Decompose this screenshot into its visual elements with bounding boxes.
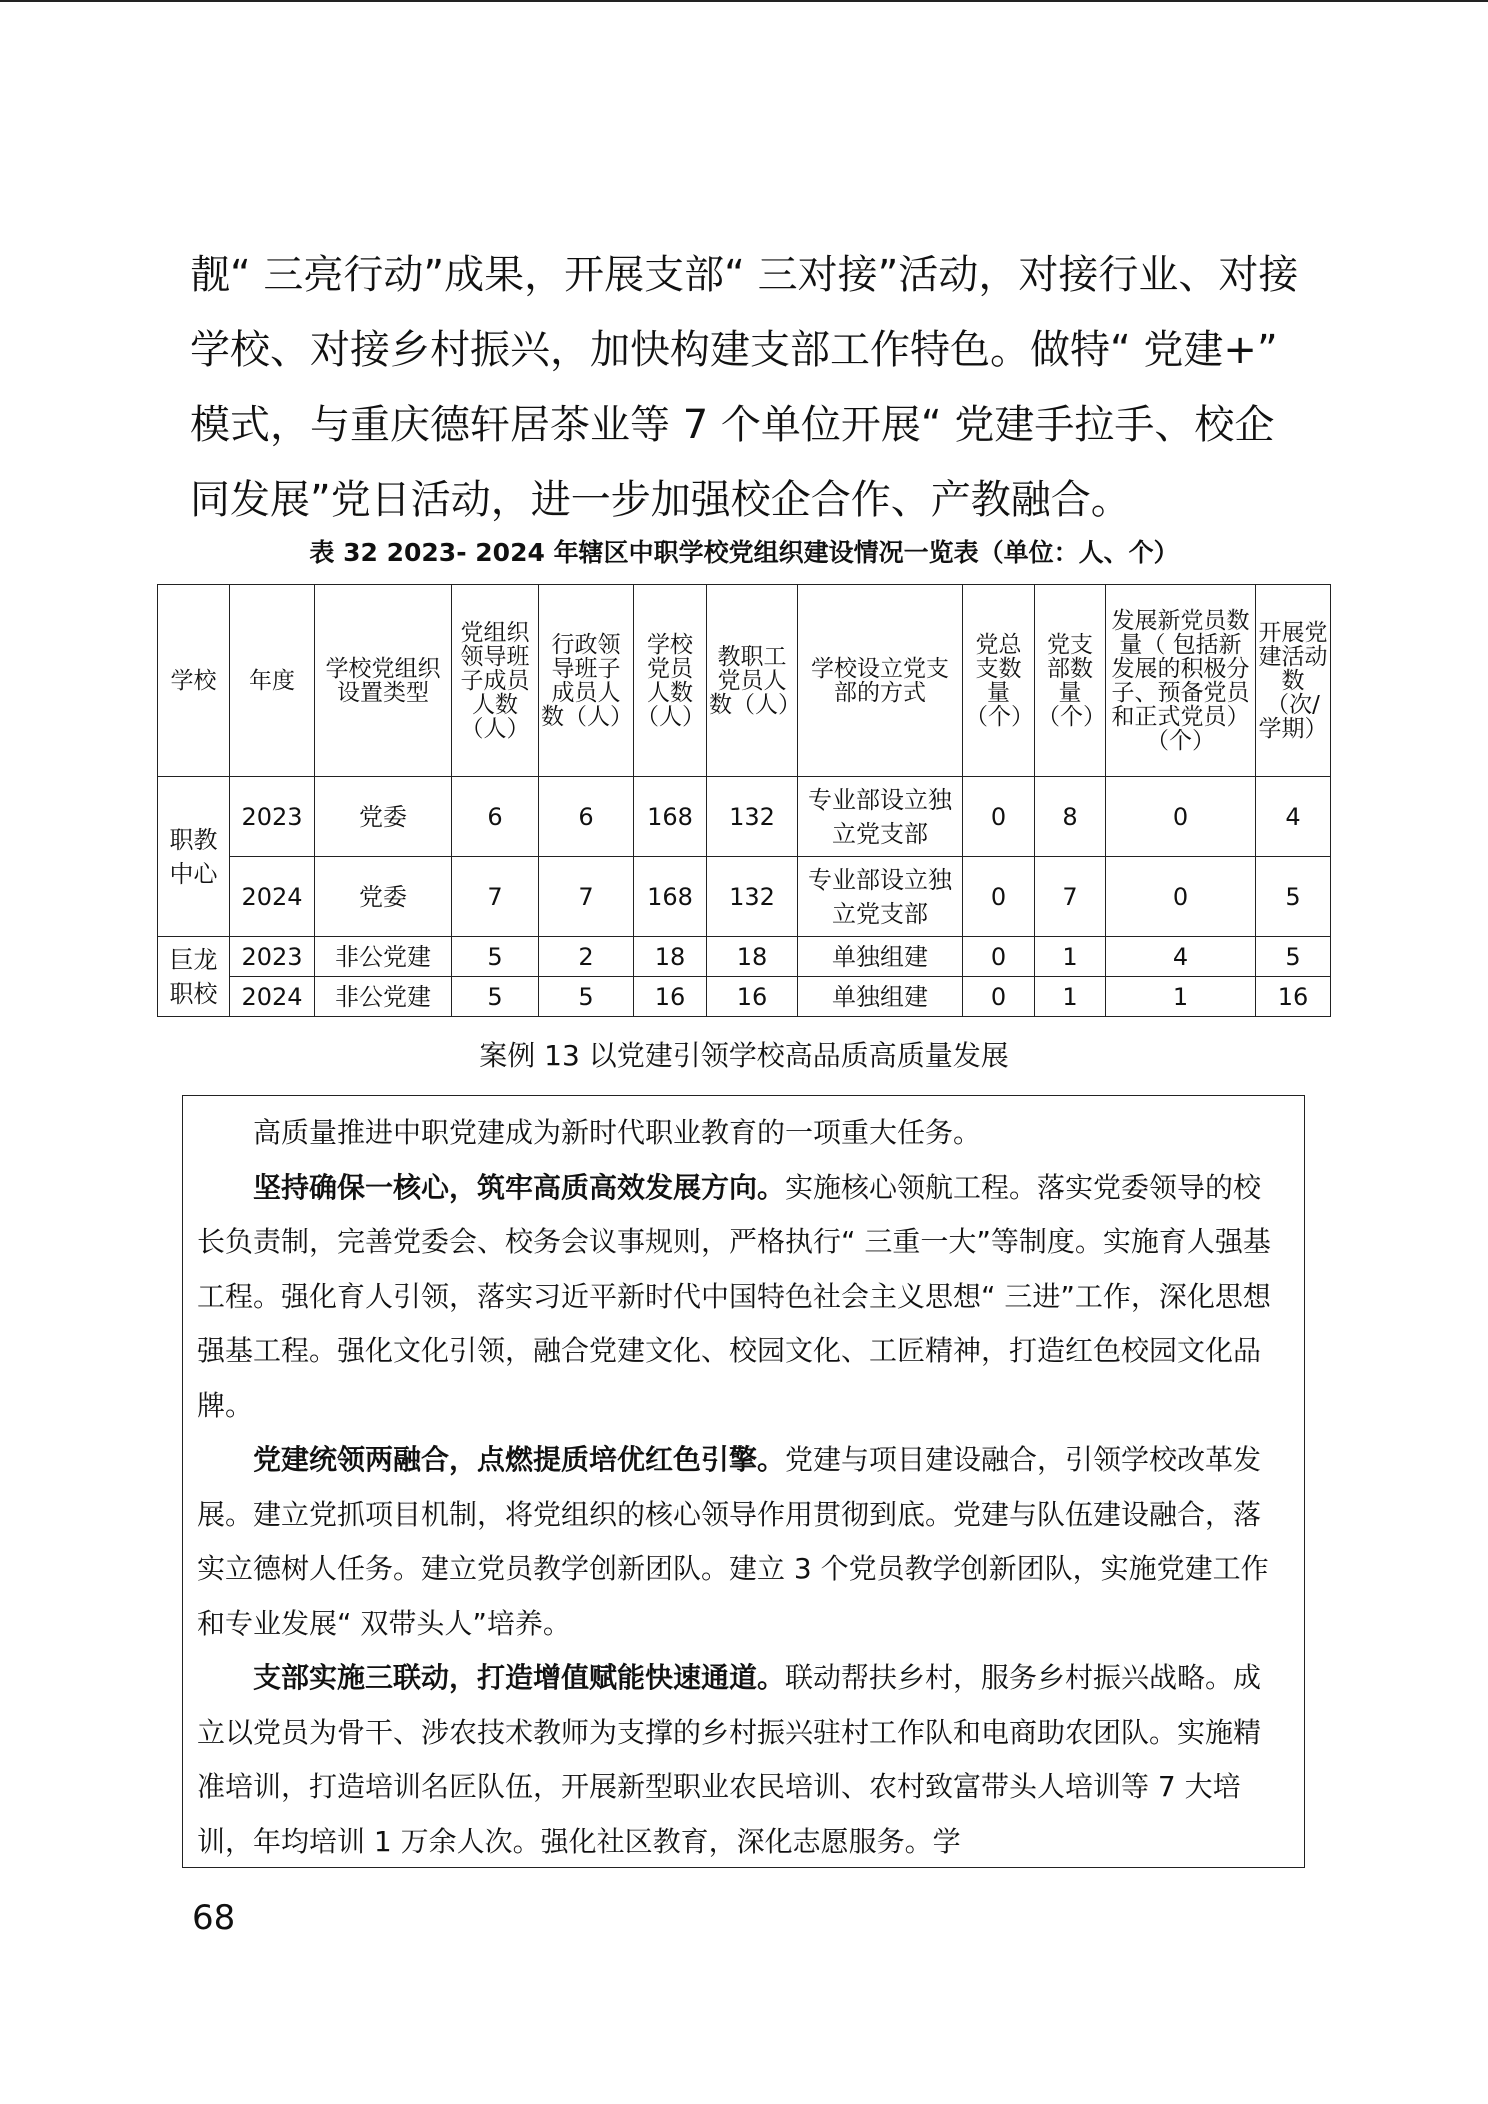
school-members-cell: 168	[634, 857, 707, 937]
school-members-cell: 18	[634, 937, 707, 977]
table-row	[158, 937, 1331, 977]
header-general-branches: 党总支数量（个）	[963, 585, 1035, 777]
staff-members-cell: 16	[707, 977, 798, 1017]
admin-leaders-cell: 7	[539, 857, 634, 937]
top-border-line	[0, 0, 1488, 2]
table-row	[158, 777, 1331, 857]
branch-method-cell: 专业部设立独立党支部	[798, 777, 963, 857]
staff-members-cell: 18	[707, 937, 798, 977]
branches-cell: 1	[1035, 937, 1106, 977]
case-intro: 高质量推进中职党建成为新时代职业教育的一项重大任务。	[253, 1116, 982, 1149]
party-organization-table	[157, 584, 1331, 1017]
party-leaders-cell: 5	[452, 977, 539, 1017]
school-cell: 巨龙职校	[158, 937, 230, 1017]
branches-cell: 8	[1035, 777, 1106, 857]
staff-members-cell: 132	[707, 857, 798, 937]
staff-members-cell: 132	[707, 777, 798, 857]
school-members-cell: 168	[634, 777, 707, 857]
activities-cell: 5	[1256, 937, 1331, 977]
case-section-text: 联动帮扶乡村，服务乡村振兴战略。成立以党员为骨干、涉农技术教师为支撑的乡村振兴驻村工作队和电商助农团队。实施精准培训，打造培训名匠队伍，开展新型职业农民培训、农村致富带头人培训等 7 大培训，年均培训 1 万余人次。强化社区教育，深化志愿服务。学	[197, 1661, 1262, 1858]
general-branches-cell: 0	[963, 977, 1035, 1017]
branches-cell: 7	[1035, 857, 1106, 937]
table-row	[158, 977, 1331, 1017]
case-section	[197, 1651, 1288, 1868]
case-section	[197, 1433, 1288, 1651]
school-cell: 职教中心	[158, 777, 230, 937]
activities-cell: 16	[1256, 977, 1331, 1017]
new-members-cell: 0	[1106, 777, 1256, 857]
general-branches-cell: 0	[963, 777, 1035, 857]
org-type-cell: 党委	[315, 857, 452, 937]
org-type-cell: 非公党建	[315, 937, 452, 977]
case-section-text: 党建与项目建设融合，引领学校改革发展。建立党抓项目机制，将党组织的核心领导作用贯彻到底。党建与队伍建设融合，落实立德树人任务。建立党员教学创新团队。建立 3 个党员教学创新团队，实施党建工作和专业发展“ 双带头人”培养。	[197, 1443, 1269, 1640]
body-paragraph: 靓“ 三亮行动”成果，开展支部“ 三对接”活动，对接行业、对接学校、对接乡村振兴，加快构建支部工作特色。做特“ 党建+” 模式，与重庆德轩居茶业等 7 个单位开展“ 党建手拉手、校企同发展”党日活动，进一步加强校企合作、产教融合。	[190, 252, 1299, 523]
admin-leaders-cell: 6	[539, 777, 634, 857]
general-branches-cell: 0	[963, 937, 1035, 977]
branch-method-cell: 单独组建	[798, 977, 963, 1017]
header-school-members: 学校党员人数（人）	[634, 585, 707, 777]
header-branch-method: 学校设立党支部的方式	[798, 585, 963, 777]
year-cell: 2024	[230, 857, 315, 937]
new-members-cell: 0	[1106, 857, 1256, 937]
header-party-leaders: 党组织领导班子成员人数（人）	[452, 585, 539, 777]
general-branches-cell: 0	[963, 857, 1035, 937]
body-text	[190, 238, 1305, 538]
case-box	[182, 1095, 1305, 1868]
case-section-text: 实施核心领航工程。落实党委领导的校长负责制，完善党委会、校务会议事规则，严格执行“ 三重一大”等制度。实施育人强基工程。强化育人引领，落实习近平新时代中国特色社会主义思想“ 三进”工作，深化思想强基工程。强化文化引领，融合党建文化、校园文化、工匠精神，打造红色校园文化品牌。	[197, 1170, 1271, 1422]
branch-method-cell: 单独组建	[798, 937, 963, 977]
header-new-members: 发展新党员数量（ 包括新发展的积极分子、预备党员和正式党员）（个）	[1106, 585, 1256, 777]
party-leaders-cell: 7	[452, 857, 539, 937]
branches-cell: 1	[1035, 977, 1106, 1017]
year-cell: 2023	[230, 937, 315, 977]
header-school: 学校	[158, 585, 230, 777]
table-header-row	[158, 585, 1331, 777]
admin-leaders-cell: 2	[539, 937, 634, 977]
org-type-cell: 党委	[315, 777, 452, 857]
year-cell: 2024	[230, 977, 315, 1017]
new-members-cell: 4	[1106, 937, 1256, 977]
new-members-cell: 1	[1106, 977, 1256, 1017]
party-leaders-cell: 6	[452, 777, 539, 857]
table-row	[158, 857, 1331, 937]
party-leaders-cell: 5	[452, 937, 539, 977]
case-section-lead: 党建统领两融合，点燃提质培优红色引擎。	[253, 1443, 786, 1476]
case-title: 案例 13 以党建引领学校高品质高质量发展	[479, 1039, 1009, 1072]
page-number: 68	[192, 1898, 236, 1938]
case-section	[197, 1161, 1288, 1434]
org-type-cell: 非公党建	[315, 977, 452, 1017]
table-caption: 表 32 2023- 2024 年辖区中职学校党组织建设情况一览表（单位：人、个）	[309, 538, 1179, 567]
header-branches: 党支部数量（个）	[1035, 585, 1106, 777]
year-cell: 2023	[230, 777, 315, 857]
header-year: 年度	[230, 585, 315, 777]
header-org-type: 学校党组织设置类型	[315, 585, 452, 777]
case-section-lead: 坚持确保一核心，筑牢高质高效发展方向。	[253, 1170, 786, 1204]
activities-cell: 4	[1256, 777, 1331, 857]
header-activities: 开展党建活动数（次/学期）	[1256, 585, 1331, 777]
header-staff-members: 教职工党员人数（人）	[707, 585, 798, 777]
branch-method-cell: 专业部设立独立党支部	[798, 857, 963, 937]
case-section-lead: 支部实施三联动，打造增值赋能快速通道。	[253, 1661, 786, 1694]
admin-leaders-cell: 5	[539, 977, 634, 1017]
header-admin-leaders: 行政领导班子成员人数（人）	[539, 585, 634, 777]
activities-cell: 5	[1256, 857, 1331, 937]
school-members-cell: 16	[634, 977, 707, 1017]
